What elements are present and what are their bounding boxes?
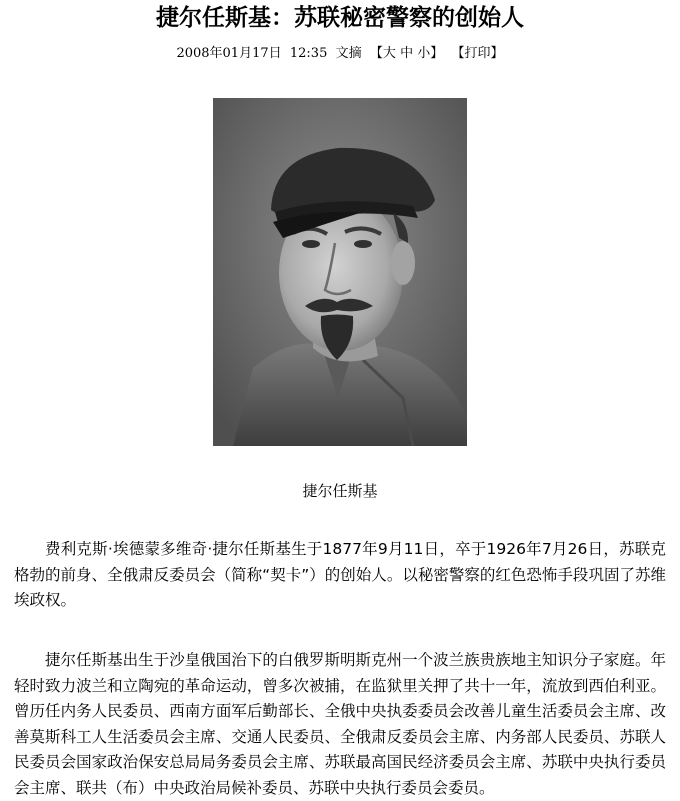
font-size-large-link[interactable]: 大 xyxy=(382,46,396,61)
article-source: 文摘 xyxy=(335,46,362,61)
publish-datetime: 2008年01月17日 12:35 xyxy=(176,46,328,61)
font-size-bracket-close: 】 xyxy=(430,46,444,61)
font-size-small-link[interactable]: 小 xyxy=(417,46,431,61)
article-title: 捷尔任斯基：苏联秘密警察的创始人 xyxy=(156,5,524,31)
article-paragraph-2: 捷尔任斯基出生于沙皇俄国治下的白俄罗斯明斯克州一个波兰族贵族地主知识分子家庭。年轻时致力波兰和立陶宛的革命运动，曾多次被捕，在监狱里关押了共十一年，流放到西伯利亚。曾历任内务人民委员、西南方面军后勤部长、全俄中央执委委员会改善儿童生活委员会主席、改善莫斯科工人生活委员会主席、交通人民委员、全俄肃反委员会主席、内务部人民委员、苏联人民委员会国家政治保安总局局务委员会主席、苏联最高国民经济委员会主席、苏联中央执行委员会主席、联共（布）中央政治局候补委员、苏联中央执行委员会委员。 xyxy=(14,651,666,797)
portrait-photo xyxy=(213,98,467,446)
article-meta xyxy=(0,45,680,63)
font-size-bracket-open: 【 xyxy=(369,46,383,61)
font-size-medium-link[interactable]: 中 xyxy=(400,46,414,61)
article-paragraph-1: 费利克斯·埃德蒙多维奇·捷尔任斯基生于1877年9月11日，卒于1926年7月26日，苏联克格勃的前身、全俄肃反委员会（简称“契卡”）的创始人。以秘密警察的红色恐怖手段巩固了苏维埃政权。 xyxy=(14,540,666,609)
portrait-photo-drawing xyxy=(213,98,467,446)
photo-caption: 捷尔任斯基 xyxy=(302,482,378,500)
print-link[interactable]: 【打印】 xyxy=(451,46,504,61)
